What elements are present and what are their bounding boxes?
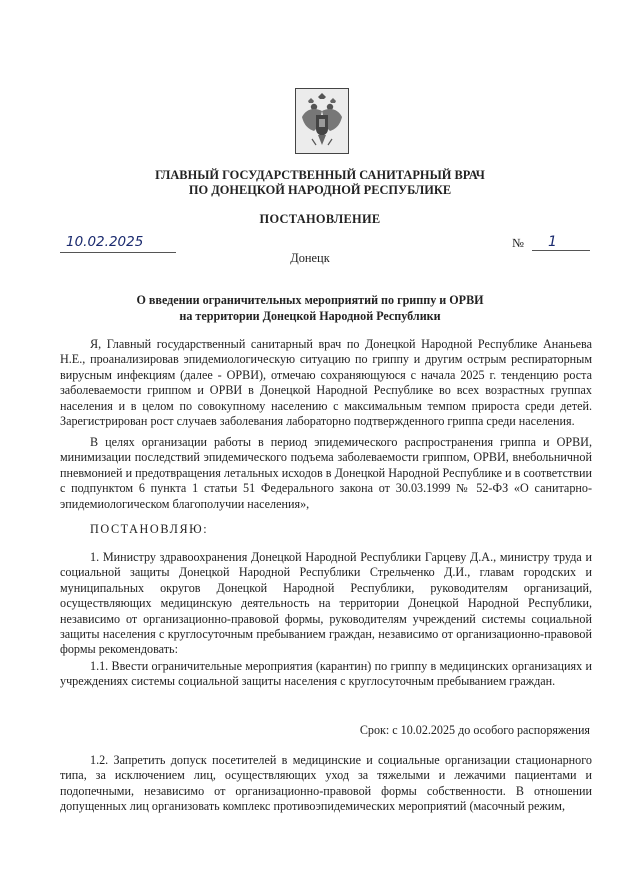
authority-line: ГЛАВНЫЙ ГОСУДАРСТВЕННЫЙ САНИТАРНЫЙ ВРАЧ: [155, 168, 485, 182]
number-value: 1: [532, 234, 590, 251]
deadline-note: Срок: с 10.02.2025 до особого распоряжения: [359, 723, 590, 737]
city: Донецк: [290, 251, 330, 265]
number-sign: №: [512, 236, 524, 250]
subject-line: на территории Донецкой Народной Республики: [179, 308, 441, 323]
decree-word: ПОСТАНОВЛЯЮ:: [90, 522, 209, 536]
clause-1: 1. Министру здравоохранения Донецкой Народной Республики Гарцеву Д.А., министру труда и социальной защиты Донецкой Народной Республики Стрельченко Д.И., главам городских и муниципальных округов Донецкой Народной Республики, руководителям организаций, осуществляющих медицинскую деятельность на территории Донецкой Народной Республики, независимо от организационно-правовой формы, руководителям учреждений системы социальной защиты населения с круглосуточным пребыванием граждан, независимо от организационно-правовой формы рекомендовать:: [60, 550, 592, 657]
document-number: [512, 234, 592, 252]
subject-line: О введении ограничительных мероприятий по гриппу и ОРВИ: [136, 293, 484, 307]
clause-1-1: 1.1. Ввести ограничительные мероприятия (карантин) по гриппу в медицинских организациях и учреждениях системы социальной защиты населения с круглосуточным пребыванием граждан.: [60, 659, 592, 689]
authority-line: ПО ДОНЕЦКОЙ НАРОДНОЙ РЕСПУБЛИКЕ: [188, 183, 452, 197]
coat-of-arms-icon: [295, 88, 349, 154]
document-type: ПОСТАНОВЛЕНИЕ: [259, 212, 381, 226]
issuing-authority: [120, 168, 520, 198]
document-subject: [100, 293, 520, 324]
purpose-paragraph: В целях организации работы в период эпидемического распространения гриппа и ОРВИ, минимизации последствий эпидемического подъема заболеваемости гриппом, ОРВИ, внебольничной пневмонией и предотвращения летальных исходов в Донецкой Народной Республике и в соответствии с подпунктом 6 пункта 1 статьи 51 Федерального закона от 30.03.1999 № 52-ФЗ «О санитарно-эпидемиологическом благополучии населения»,: [60, 435, 592, 511]
document-date: 10.02.2025: [60, 234, 176, 253]
clause-1-2: 1.2. Запретить допуск посетителей в медицинские и социальные организации стационарного типа, за исключением лиц, осуществляющих уход за тяжелыми и лежачими пациентами и подопечными, независимо от организационно-правовой формы собственности. В отношении допущенных лиц организовать комплекс противоэпидемических мероприятий (масочный режим,: [60, 753, 592, 814]
intro-paragraph: Я, Главный государственный санитарный врач по Донецкой Народной Республике Ананьева Н.Е., проанализировав эпидемиологическую ситуацию по гриппу и другим острым респираторным вирусным инфекциям (далее - ОРВИ), отмечаю сохраняющуюся с начала 2025 г. тенденцию роста заболеваемости гриппом и ОРВИ в Донецкой Народной Республике во всех возрастных группах населения и в целом по совокупному населению с максимальным темпом прироста среди детей. Зарегистрирован рост случаев заболевания лабораторно подтвержденного гриппа среди населения.: [60, 337, 592, 429]
